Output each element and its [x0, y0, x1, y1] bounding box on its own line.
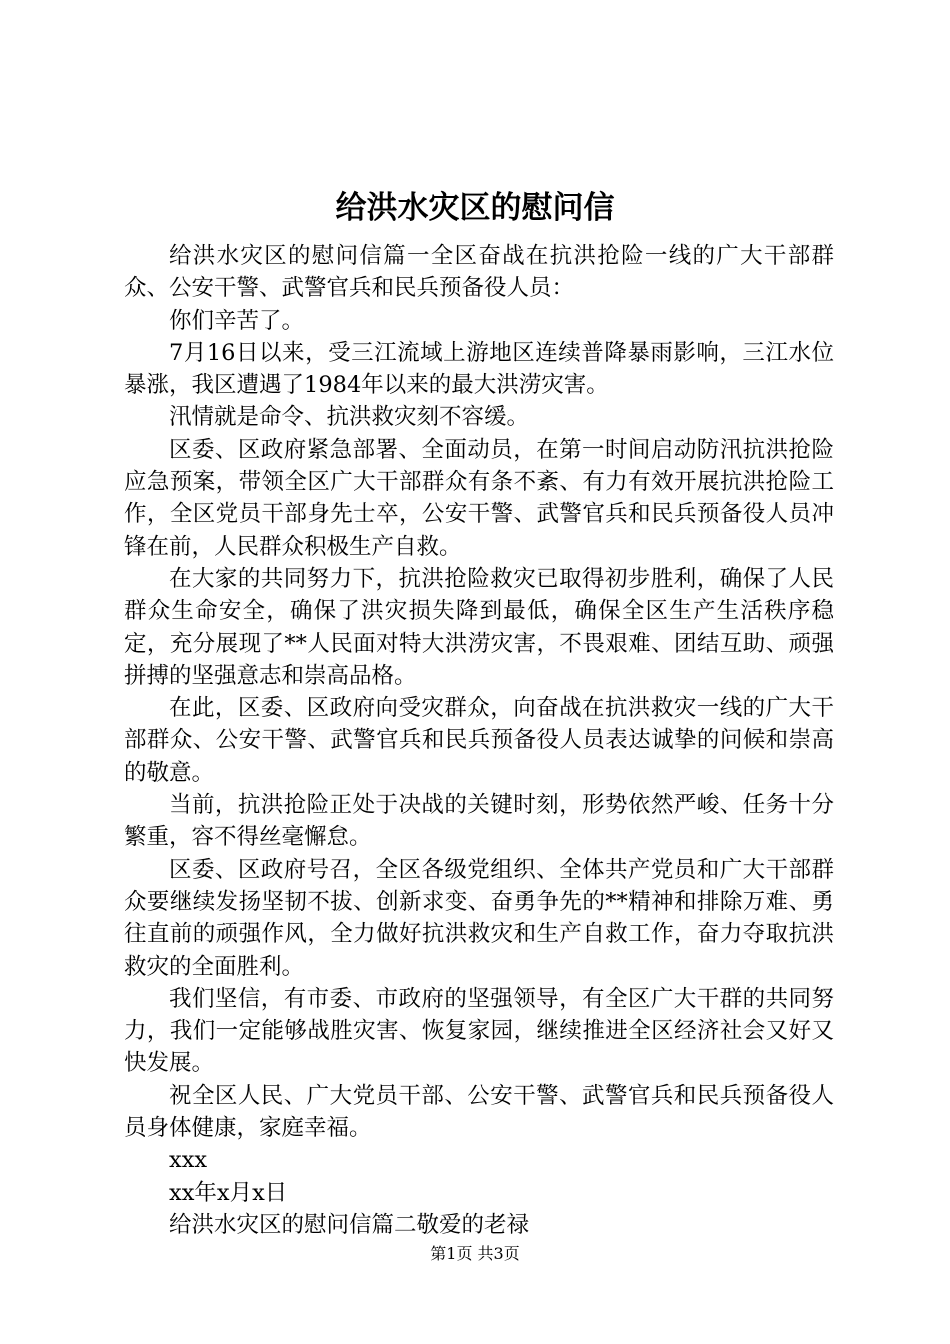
- paragraph-5: 在大家的共同努力下，抗洪抢险救灾已取得初步胜利，确保了人民群众生命安全，确保了洪灾损失降到最低，确保全区生产生活秩序稳定，充分展现了**人民面对特大洪涝灾害，不畏艰难、团结互助、顽强拼搏的坚强意志和崇高品格。: [124, 565, 834, 689]
- paragraph-8: 区委、区政府号召，全区各级党组织、全体共产党员和广大干部群众要继续发扬坚韧不拔、创新求变、奋勇争先的**精神和排除万难、勇往直前的顽强作风，全力做好抗洪救灾和生产自救工作，奋力夺取抗洪救灾的全面胜利。: [124, 856, 834, 980]
- page-footer: 第1页 共3页: [430, 1244, 520, 1263]
- letter-body: [124, 240, 834, 1241]
- paragraph-1: 你们辛苦了。: [169, 307, 305, 334]
- date: xx年x月x日: [169, 1179, 288, 1206]
- next-section-heading: 给洪水灾区的慰问信篇二敬爱的老禄: [169, 1211, 530, 1238]
- paragraph-3: 汛情就是命令、抗洪救灾刻不容缓。: [169, 404, 530, 431]
- paragraph-greeting: 给洪水灾区的慰问信篇一全区奋战在抗洪抢险一线的广大干部群众、公安干警、武警官兵和民兵预备役人员：: [124, 243, 834, 302]
- paragraph-6: 在此，区委、区政府向受灾群众，向奋战在抗洪救灾一线的广大干部群众、公安干警、武警官兵和民兵预备役人员表达诚挚的问候和崇高的敬意。: [124, 695, 834, 786]
- paragraph-9: 我们坚信，有市委、市政府的坚强领导，有全区广大干群的共同努力，我们一定能够战胜灾害、恢复家园，继续推进全区经济社会又好又快发展。: [124, 985, 834, 1077]
- paragraph-10: 祝全区人民、广大党员干部、公安干警、武警官兵和民兵预备役人员身体健康，家庭幸福。: [124, 1082, 834, 1142]
- paragraph-2: 7月16日以来，受三江流域上游地区连续普降暴雨影响，三江水位暴涨，我区遭遇了1984年以来的最大洪涝灾害。: [124, 339, 834, 399]
- signature: xxx: [169, 1147, 208, 1174]
- page-title: 给洪水灾区的慰问信: [335, 190, 615, 226]
- paragraph-7: 当前，抗洪抢险正处于决战的关键时刻，形势依然严峻、任务十分繁重，容不得丝毫懈怠。: [124, 792, 834, 851]
- paragraph-4: 区委、区政府紧急部署、全面动员，在第一时间启动防汛抗洪抢险应急预案，带领全区广大干部群众有条不紊、有力有效开展抗洪抢险工作，全区党员干部身先士卒，公安干警、武警官兵和民兵预备役人员冲锋在前，人民群众积极生产自救。: [124, 436, 834, 560]
